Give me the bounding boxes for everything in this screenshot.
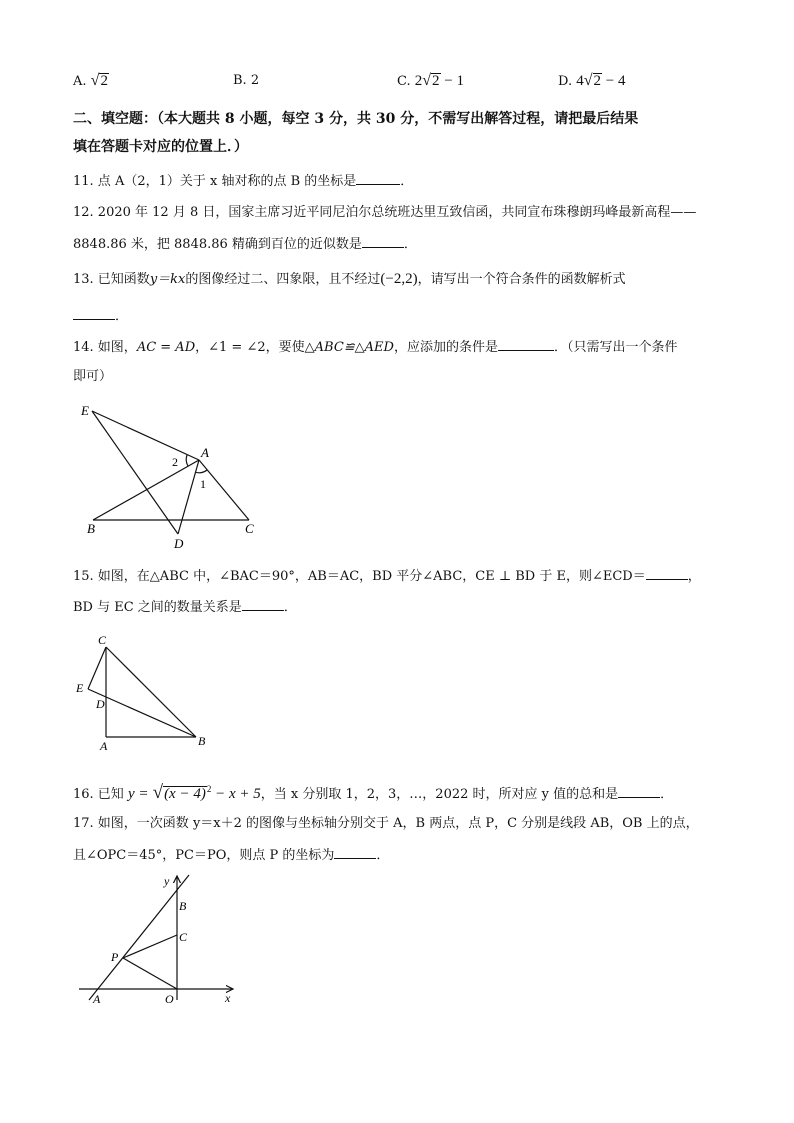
label-C: C bbox=[245, 521, 254, 536]
question-13-answer: ． bbox=[73, 307, 128, 326]
label-A: A bbox=[201, 445, 209, 460]
label-P: P bbox=[111, 950, 119, 964]
answer-blank bbox=[356, 172, 400, 185]
question-17-line1: 17. 如图，一次函数 y＝x＋2 的图像与坐标轴分别交于 A，B 两点，点 P，C 分别是线段 AB，OB 上的点， bbox=[73, 816, 699, 831]
label-C: C bbox=[179, 930, 188, 944]
choice-a-radicand: 2 bbox=[100, 73, 108, 89]
answer-blank bbox=[498, 338, 554, 351]
figure-14 bbox=[75, 400, 275, 550]
label-angle-2: 2 bbox=[172, 455, 178, 469]
label-B: B bbox=[87, 521, 95, 536]
label-D: D bbox=[96, 697, 105, 711]
label-O: O bbox=[165, 992, 174, 1006]
answer-blank bbox=[334, 846, 376, 859]
section-header-line2: 填在答题卡对应的位置上．） bbox=[73, 139, 248, 155]
question-17-line2: 且∠OPC＝45°，PC＝PO，则点 P 的坐标为 ． bbox=[73, 848, 390, 863]
answer-blank bbox=[242, 598, 284, 611]
label-C: C bbox=[98, 633, 107, 647]
label-E: E bbox=[81, 403, 89, 418]
choice-c: C. 2√2 − 1 bbox=[397, 72, 465, 89]
question-12-line1: 12. 2020 年 12 月 8 日，国家主席习近平同尼泊尔总统班达里互致信函，共同宣布珠穆朗玛峰最新高程—— bbox=[73, 205, 697, 220]
label-x: x bbox=[225, 991, 231, 1005]
question-13: 13. 已知函数y＝kx的图像经过二、四象限，且不经过(−2,2)，请写出一个符合条件的函数解析式 bbox=[73, 271, 626, 287]
section-header-line1: 二、填空题：（本大题共 8 小题，每空 3 分，共 30 分，不需写出解答过程，请把最后结果 bbox=[73, 111, 639, 127]
choice-b: B. 2 bbox=[233, 73, 260, 88]
question-14-line1: 14. 如图，AC = AD，∠1 = ∠2，要使△ABC≌△AED，应添加的条件是 ．（只需写出一个条件 bbox=[73, 340, 678, 355]
question-15-line2: BD 与 EC 之间的数量关系是 ． bbox=[73, 600, 297, 615]
label-A: A bbox=[93, 992, 101, 1006]
label-A: A bbox=[100, 739, 108, 753]
question-11: 11. 点 A（2，1）关于 x 轴对称的点 B 的坐标是 ． bbox=[73, 174, 414, 189]
question-14-line2: 即可） bbox=[73, 369, 113, 384]
label-angle-1: 1 bbox=[200, 477, 206, 491]
choice-a: A. √2 bbox=[73, 72, 108, 89]
label-B: B bbox=[179, 899, 187, 913]
question-15-line1: 15. 如图，在△ABC 中，∠BAC＝90°，AB＝AC，BD 平分∠ABC，CE ⊥ BD 于 E，则∠ECD＝ ， bbox=[73, 569, 701, 584]
label-E: E bbox=[76, 681, 84, 695]
label-B: B bbox=[198, 734, 206, 748]
label-D: D bbox=[174, 536, 184, 550]
answer-blank bbox=[362, 235, 404, 248]
answer-blank bbox=[618, 785, 660, 798]
question-12-line2: 8848.86 米，把 8848.86 精确到百位的近似数是 ． bbox=[73, 237, 417, 252]
question-16: 16. 已知 $y = √(x - 4)^2 - x + 5$，当 x 分别取 1，2，3，…，2022 时，所对应 y 值的总和是 ． bbox=[73, 782, 674, 803]
choice-d: D. 4√2 − 4 bbox=[558, 72, 626, 89]
answer-blank bbox=[73, 307, 115, 320]
figure-17 bbox=[75, 870, 250, 1010]
figure-15 bbox=[72, 630, 222, 755]
label-y: y bbox=[164, 874, 170, 888]
answer-blank bbox=[646, 567, 688, 580]
